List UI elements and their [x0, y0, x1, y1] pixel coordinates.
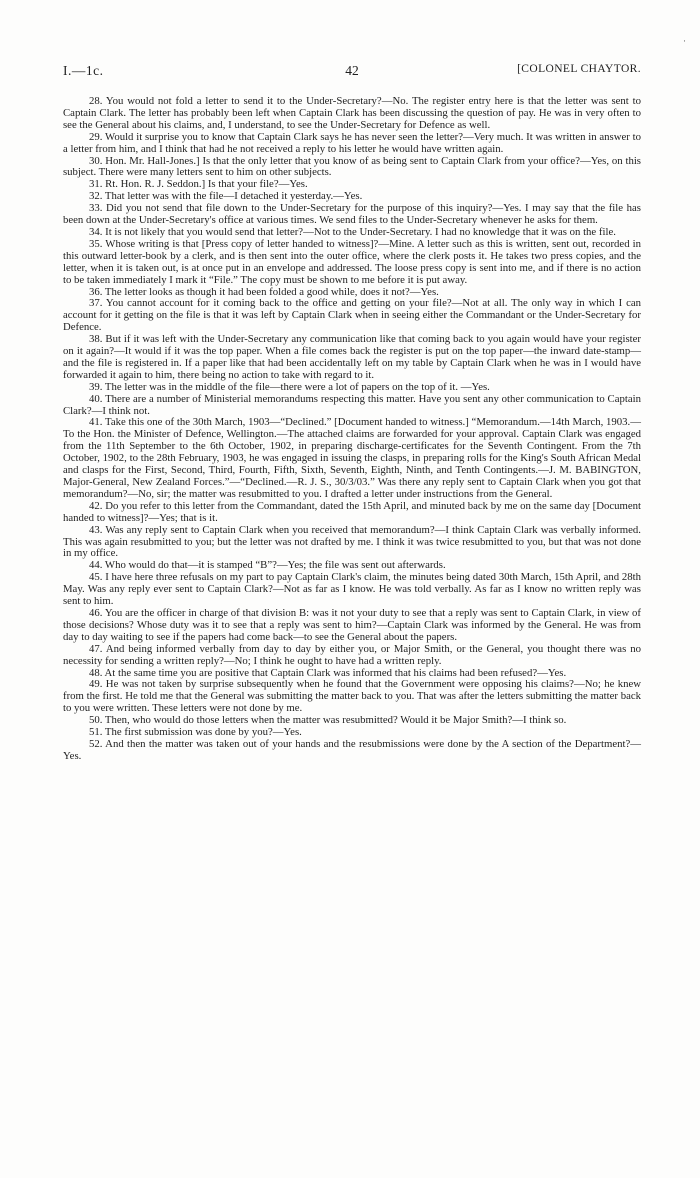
testimony-paragraph: 42. Do you refer to this letter from the Commandant, dated the 15th April, and minuted back by me on the same day [Document handed to witness]?—Yes; that is it.	[63, 499, 641, 524]
testimony-paragraph: 40. There are a number of Ministerial memorandums respecting this matter. Have you sent any other communication to Captain Clark?—I think not.	[63, 392, 641, 417]
testimony-paragraph: 33. Did you not send that file down to the Under-Secretary for the purpose of this inquiry?—Yes. I may say that the file has been down at the Under-Secretary's office at various times. We send files to the Under-Secretary whenever he asks for them.	[63, 202, 641, 227]
testimony-paragraph: 43. Was any reply sent to Captain Clark when you received that memorandum?—I think Captain Clark was verbally informed. This was again resubmitted to you; but the letter was not drafted by me. I think it was twice resubmitted to you, but that was not done in my office.	[63, 523, 641, 560]
testimony-paragraph: 50. Then, who would do those letters when the matter was resubmitted? Would it be Major Smith?—I think so.	[89, 714, 567, 727]
testimony-paragraph: 28. You would not fold a letter to send it to the Under-Secretary?—No. The register entry here is that the letter was sent to Captain Clark. The letter has probably been left when Captain Clark has been discussing the question of pay. He was in very often to see the General about his claims, and, I understand, to see the Under-Secretary for Defence as well.	[63, 95, 641, 131]
testimony-paragraph: 46. You are the officer in charge of that division B: was it not your duty to see that a reply was sent to Captain Clark, in view of those decisions? Whose duty was it to see that a reply was sent to him?—Captain Clark was informed by the General. He was from day to day waiting to see if the papers had come back—to see the General about the papers.	[63, 606, 641, 643]
corner-mark: ·	[683, 36, 686, 46]
testimony-paragraph: 29. Would it surprise you to know that Captain Clark says he has never seen the letter?—Very much. It was written in answer to a letter from him, and I think that had he not received a reply to his letter he would have written again.	[63, 130, 641, 155]
testimony-paragraph: 30. Hon. Mr. Hall-Jones.] Is that the only letter that you know of as being sent to Captain Clark from your office?—Yes, on this subject. There were many letters sent to him on other subjects.	[63, 154, 641, 179]
testimony-paragraph: 47. And being informed verbally from day to day by either you, or Major Smith, or the General, you thought there was no necessity for sending a written reply?—No; I think he ought to have had a written reply.	[63, 642, 641, 667]
testimony-paragraph: 36. The letter looks as though it had been folded a good while, does it not?—Yes.	[89, 285, 439, 298]
series-label: I.—1c.	[63, 63, 104, 78]
witness-name: [COLONEL CHAYTOR.	[517, 63, 641, 75]
testimony-paragraph: 31. Rt. Hon. R. J. Seddon.] Is that your file?—Yes.	[89, 178, 308, 191]
testimony-paragraph: 45. I have here three refusals on my part to pay Captain Clark's claim, the minutes being dated 30th March, 15th April, and 28th May. Was any reply ever sent to Captain Clark?—Not as far as I know. He was told verbally. As far as I know no written reply was sent to him.	[63, 571, 641, 608]
page-header	[63, 63, 641, 81]
testimony-paragraph: 38. But if it was left with the Under-Secretary any communication like that coming back to you again would have your register on it again?—It would if it was the top paper. When a file comes back the register is put on the top paper—the inward date-stamp—and the file is registered in. If a paper like that had been accidentally left on my table by Captain Clark when he was in I would have forwarded it again to him, there being no action to take with regard to it.	[63, 333, 641, 381]
testimony-paragraph: 35. Whose writing is that [Press copy of letter handed to witness]?—Mine. A letter such as this is written, sent out, recorded in this outward letter-book by a clerk, and is then sent into the outer office, where the clerk posts it. He takes two press copies, and the letter, when it is taken out, is at once put in an envelope and addressed. The loose press copy is sent into me, and if there is no action to be taken immediately I mark it “File.” The copy must be shown to me before it is put away.	[63, 237, 641, 286]
testimony-paragraph: 52. And then the matter was taken out of your hands and the resubmissions were done by the A section of the Department?—Yes.	[63, 737, 641, 762]
testimony-paragraph: 34. It is not likely that you would send that letter?—Not to the Under-Secretary. I had no knowledge that it was on the file.	[89, 225, 616, 238]
testimony-paragraph: 32. That letter was with the file—I detached it yesterday.—Yes.	[89, 190, 363, 203]
testimony-body	[63, 96, 641, 763]
testimony-paragraph: 41. Take this one of the 30th March, 1903—“Declined.” [Document handed to witness.] “Memorandum.—14th March, 1903.—To the Hon. the Minister of Defence, Wellington.—The attached claims are forwarded for your approval. Captain Clark was engaged from the 11th September to the 6th October, 1902, in preparing discharge-certificates for the Seventh Contingent. From the 7th October, 1902, to the 28th February, 1903, he was engaged in issuing the clasps, in preparing rolls for the King's South African Medal and clasps for the First, Second, Third, Fourth, Fifth, Sixth, Seventh, Eighth, Ninth, and Tenth Contingents.—J. M. BABINGTON, Major-General, New Zealand Forces.”—“Declined.—R. J. S., 30/3/03.” Was there any reply sent to Captain Clark when you got that memorandum?—No, sir; the matter was resubmitted to you. I drafted a letter under instructions from the General.	[63, 416, 641, 500]
testimony-paragraph: 49. He was not taken by surprise subsequently when he found that the Government were opposing his claims?—No; he knew from the first. He told me that the General was submitting the matter back to you. That was after the letters submitting the matter back to you were written. These letters were not done by me.	[63, 678, 641, 715]
testimony-paragraph: 37. You cannot account for it coming back to the office and getting on your file?—Not at all. The only way in which I can account for it getting on the file is that it was left by Captain Clark when in seeing either the Commandant or the Under-Secretary for Defence.	[63, 297, 641, 334]
testimony-paragraph: 48. At the same time you are positive that Captain Clark was informed that his claims had been refused?—Yes.	[89, 666, 567, 679]
testimony-paragraph: 44. Who would do that—it is stamped “B”?—Yes; the file was sent out afterwards.	[89, 559, 446, 572]
testimony-paragraph: 39. The letter was in the middle of the file—there were a lot of papers on the top of it. —Yes.	[89, 380, 490, 393]
testimony-paragraph: 51. The first submission was done by you?—Yes.	[89, 726, 302, 739]
page-number: 42	[345, 63, 359, 78]
